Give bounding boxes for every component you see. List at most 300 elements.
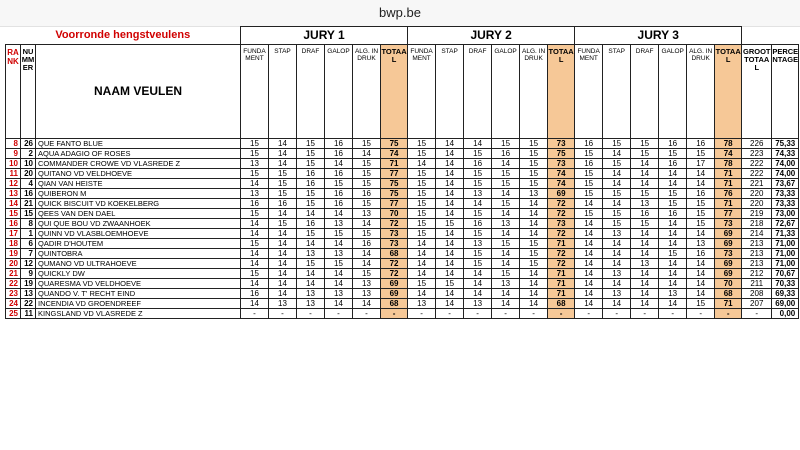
j3-score-cell: 14 <box>659 279 687 289</box>
j1-score-cell: 14 <box>241 249 269 259</box>
j3-totaal-cell: 69 <box>715 229 742 239</box>
jury-2-galop-header: GALOP <box>492 45 520 139</box>
percentage-cell: 70,33 <box>772 279 799 289</box>
groot-totaal-cell: 221 <box>742 179 772 189</box>
rank-cell: 10 <box>6 159 21 169</box>
j3-score-cell: 13 <box>603 229 631 239</box>
percentage-cell: 74,33 <box>772 149 799 159</box>
j3-score-cell: 14 <box>575 239 603 249</box>
j3-score-cell: 14 <box>603 299 631 309</box>
j2-score-cell: 14 <box>492 299 520 309</box>
j1-score-cell: 15 <box>269 219 297 229</box>
j1-score-cell: 16 <box>325 149 353 159</box>
j3-score-cell: 15 <box>603 219 631 229</box>
j2-score-cell: 15 <box>520 259 548 269</box>
j2-score-cell: 14 <box>520 199 548 209</box>
j3-score-cell: 14 <box>687 269 715 279</box>
percentage-cell: 70,67 <box>772 269 799 279</box>
nummer-cell: 9 <box>21 269 36 279</box>
percentage-cell: 71,00 <box>772 239 799 249</box>
rank-cell: 12 <box>6 179 21 189</box>
j3-score-cell: 14 <box>631 229 659 239</box>
jury-1-stap-header: STAP <box>269 45 297 139</box>
j2-score-cell: 13 <box>492 219 520 229</box>
jury-3-stap-header: STAP <box>603 45 631 139</box>
page-title: Voorronde hengstveulens <box>55 28 191 41</box>
j3-score-cell: 14 <box>575 259 603 269</box>
j2-score-cell: 13 <box>520 189 548 199</box>
j3-score-cell: 14 <box>631 249 659 259</box>
j2-score-cell: 14 <box>436 249 464 259</box>
j2-totaal-cell: 71 <box>548 269 575 279</box>
j2-totaal-cell: 72 <box>548 249 575 259</box>
jury-2-totaal-header: TOTAAL <box>548 45 575 139</box>
percentage-cell: 73,33 <box>772 189 799 199</box>
percentage-cell: 0,00 <box>772 309 799 319</box>
groot-totaal-cell: 218 <box>742 219 772 229</box>
j2-score-cell: 15 <box>464 249 492 259</box>
groot-totaal-cell: 219 <box>742 209 772 219</box>
j2-score-cell: 15 <box>520 239 548 249</box>
table-row <box>6 189 799 199</box>
j3-score-cell: - <box>575 309 603 319</box>
j2-score-cell: 14 <box>492 229 520 239</box>
rank-header: RANK <box>6 45 21 139</box>
table-row <box>6 229 799 239</box>
naam-cell: QUMANO VD ULTRAHOEVE <box>36 259 241 269</box>
percentage-cell: 71,00 <box>772 259 799 269</box>
j2-score-cell: 14 <box>436 159 464 169</box>
j1-score-cell: 14 <box>241 179 269 189</box>
j2-score-cell: 15 <box>408 279 436 289</box>
j3-score-cell: 14 <box>659 169 687 179</box>
j1-score-cell: 15 <box>269 179 297 189</box>
j3-score-cell: 15 <box>631 149 659 159</box>
j1-score-cell: 14 <box>325 269 353 279</box>
j3-score-cell: 14 <box>687 179 715 189</box>
j3-score-cell: 14 <box>687 259 715 269</box>
j1-score-cell: 13 <box>325 249 353 259</box>
j3-totaal-cell: 68 <box>715 289 742 299</box>
rank-cell: 14 <box>6 199 21 209</box>
groot-totaal-cell: 220 <box>742 199 772 209</box>
j2-score-cell: 15 <box>464 209 492 219</box>
j2-score-cell: 16 <box>464 159 492 169</box>
j3-score-cell: 14 <box>687 229 715 239</box>
j2-score-cell: 15 <box>436 219 464 229</box>
naam-cell: COMMANDER CROWE VD VLASREDE Z <box>36 159 241 169</box>
j3-score-cell: 15 <box>603 189 631 199</box>
j3-score-cell: 15 <box>659 149 687 159</box>
j1-totaal-cell: 72 <box>381 259 408 269</box>
j3-totaal-cell: 73 <box>715 249 742 259</box>
j3-score-cell: 14 <box>631 159 659 169</box>
j3-score-cell: 15 <box>687 209 715 219</box>
j1-score-cell: 13 <box>241 189 269 199</box>
nummer-cell: 10 <box>21 159 36 169</box>
naam-cell: QUICKLY DW <box>36 269 241 279</box>
j2-score-cell: 15 <box>520 149 548 159</box>
j2-totaal-cell: 74 <box>548 179 575 189</box>
j1-totaal-cell: 68 <box>381 249 408 259</box>
j1-score-cell: 14 <box>269 279 297 289</box>
j3-totaal-cell: 78 <box>715 139 742 149</box>
j1-score-cell: 13 <box>241 159 269 169</box>
nummer-cell: 22 <box>21 299 36 309</box>
j2-score-cell: 14 <box>436 209 464 219</box>
j1-score-cell: 15 <box>353 169 381 179</box>
j3-score-cell: 14 <box>659 239 687 249</box>
j1-score-cell: - <box>325 309 353 319</box>
rank-cell: 20 <box>6 259 21 269</box>
j2-score-cell: 15 <box>464 259 492 269</box>
j1-score-cell: 15 <box>353 229 381 239</box>
j2-totaal-cell: 73 <box>548 139 575 149</box>
percentage-header: PERCENTAGE <box>772 45 799 139</box>
groot-totaal-cell: 207 <box>742 299 772 309</box>
j3-score-cell: 15 <box>687 149 715 159</box>
j3-score-cell: 16 <box>659 139 687 149</box>
rank-cell: 13 <box>6 189 21 199</box>
j1-score-cell: 15 <box>325 229 353 239</box>
groot-totaal-cell: 223 <box>742 149 772 159</box>
j1-score-cell: 15 <box>325 179 353 189</box>
j1-score-cell: 15 <box>353 139 381 149</box>
nummer-cell: 20 <box>21 169 36 179</box>
j2-score-cell: 15 <box>520 179 548 189</box>
j2-score-cell: 14 <box>436 299 464 309</box>
j3-totaal-cell: 78 <box>715 159 742 169</box>
nummer-cell: 15 <box>21 209 36 219</box>
j1-score-cell: 15 <box>297 149 325 159</box>
j1-score-cell: 14 <box>269 259 297 269</box>
nummer-cell: 4 <box>21 179 36 189</box>
j2-score-cell: 14 <box>492 259 520 269</box>
j1-score-cell: 14 <box>241 259 269 269</box>
rank-cell: 15 <box>6 209 21 219</box>
groot-totaal-cell: 212 <box>742 269 772 279</box>
j1-score-cell: 14 <box>241 219 269 229</box>
table-row <box>6 239 799 249</box>
j3-score-cell: 13 <box>659 289 687 299</box>
j3-score-cell: - <box>631 309 659 319</box>
j2-score-cell: 15 <box>464 229 492 239</box>
nummer-cell: 1 <box>21 229 36 239</box>
j1-score-cell: 15 <box>241 209 269 219</box>
j2-score-cell: 15 <box>408 219 436 229</box>
j3-totaal-cell: 74 <box>715 149 742 159</box>
j1-score-cell: 16 <box>241 289 269 299</box>
naam-cell: QUANDO V. T' RECHT EIND <box>36 289 241 299</box>
percentage-cell: 71,33 <box>772 229 799 239</box>
j1-score-cell: 16 <box>353 189 381 199</box>
j3-score-cell: 14 <box>631 299 659 309</box>
jury-1-fundament-header: FUNDAMENT <box>241 45 269 139</box>
j1-score-cell: 15 <box>297 229 325 239</box>
j2-totaal-cell: 75 <box>548 149 575 159</box>
j2-score-cell: 14 <box>408 159 436 169</box>
j2-score-cell: 15 <box>408 169 436 179</box>
j1-totaal-cell: 77 <box>381 169 408 179</box>
j3-score-cell: 15 <box>603 139 631 149</box>
jury-1-draf-header: DRAF <box>297 45 325 139</box>
j3-score-cell: 15 <box>631 219 659 229</box>
j3-score-cell: 15 <box>631 139 659 149</box>
j2-totaal-cell: - <box>548 309 575 319</box>
j3-score-cell: 14 <box>659 269 687 279</box>
j2-totaal-cell: 72 <box>548 199 575 209</box>
j1-score-cell: 14 <box>325 279 353 289</box>
j1-score-cell: 14 <box>269 239 297 249</box>
j2-score-cell: 14 <box>492 189 520 199</box>
jury-3-header: JURY 3 <box>575 27 742 45</box>
j1-score-cell: 14 <box>241 279 269 289</box>
j2-score-cell: 14 <box>492 249 520 259</box>
j3-totaal-cell: 71 <box>715 179 742 189</box>
nummer-cell: 16 <box>21 189 36 199</box>
j1-score-cell: 14 <box>325 239 353 249</box>
rank-cell: 25 <box>6 309 21 319</box>
j1-score-cell: 15 <box>353 269 381 279</box>
j2-totaal-cell: 71 <box>548 289 575 299</box>
groot-totaal-cell: 222 <box>742 159 772 169</box>
j2-score-cell: 15 <box>408 149 436 159</box>
j1-score-cell: 14 <box>353 299 381 309</box>
j3-score-cell: 14 <box>659 179 687 189</box>
groot-totaal-cell: 213 <box>742 239 772 249</box>
j3-score-cell: 14 <box>631 179 659 189</box>
j1-totaal-cell: 69 <box>381 279 408 289</box>
j2-score-cell: 15 <box>520 139 548 149</box>
j2-score-cell: 14 <box>436 179 464 189</box>
j1-score-cell: 15 <box>241 149 269 159</box>
table-row <box>6 169 799 179</box>
j3-score-cell: 15 <box>659 189 687 199</box>
rank-cell: 24 <box>6 299 21 309</box>
rank-cell: 11 <box>6 169 21 179</box>
j2-score-cell: 14 <box>492 209 520 219</box>
j3-score-cell: - <box>603 309 631 319</box>
j2-totaal-cell: 73 <box>548 159 575 169</box>
j3-score-cell: 14 <box>631 279 659 289</box>
j3-score-cell: 16 <box>659 209 687 219</box>
naam-cell: QUIBERON M <box>36 189 241 199</box>
j3-score-cell: 15 <box>687 199 715 209</box>
naam-cell: QADIR D'HOUTEM <box>36 239 241 249</box>
j2-score-cell: 14 <box>408 239 436 249</box>
j1-score-cell: 14 <box>269 289 297 299</box>
rank-cell: 16 <box>6 219 21 229</box>
j3-score-cell: 15 <box>575 169 603 179</box>
j1-score-cell: 14 <box>353 259 381 269</box>
j2-score-cell: 15 <box>492 139 520 149</box>
rank-cell: 19 <box>6 249 21 259</box>
j3-totaal-cell: - <box>715 309 742 319</box>
j3-score-cell: 15 <box>575 189 603 199</box>
j2-score-cell: 15 <box>408 229 436 239</box>
table-row <box>6 209 799 219</box>
jury-1-galop-header: GALOP <box>325 45 353 139</box>
groot-totaal-cell: 226 <box>742 139 772 149</box>
j3-score-cell: 14 <box>603 259 631 269</box>
j3-score-cell: 16 <box>687 189 715 199</box>
groot-totaal-cell: 222 <box>742 169 772 179</box>
jury-3-galop-header: GALOP <box>659 45 687 139</box>
nummer-header: NUMMER <box>21 45 36 139</box>
table-row <box>6 179 799 189</box>
j1-totaal-cell: 69 <box>381 289 408 299</box>
j1-score-cell: 15 <box>297 189 325 199</box>
j1-score-cell: 16 <box>325 199 353 209</box>
j3-score-cell: 15 <box>603 159 631 169</box>
j2-score-cell: 14 <box>520 279 548 289</box>
groot-totaal-cell: 211 <box>742 279 772 289</box>
j3-score-cell: 14 <box>659 219 687 229</box>
j3-score-cell: 14 <box>603 279 631 289</box>
j3-score-cell: 14 <box>575 289 603 299</box>
j1-score-cell: 15 <box>353 159 381 169</box>
j3-score-cell: 17 <box>687 159 715 169</box>
j3-score-cell: 15 <box>575 179 603 189</box>
j1-score-cell: 13 <box>269 299 297 309</box>
percentage-cell: 72,67 <box>772 219 799 229</box>
j3-score-cell: 16 <box>659 159 687 169</box>
j2-score-cell: 15 <box>408 199 436 209</box>
j3-score-cell: 15 <box>631 189 659 199</box>
j2-score-cell: 13 <box>408 299 436 309</box>
j1-totaal-cell: 73 <box>381 239 408 249</box>
table-row <box>6 139 799 149</box>
percentage-cell: 74,00 <box>772 159 799 169</box>
j2-score-cell: 14 <box>464 199 492 209</box>
j3-totaal-cell: 69 <box>715 239 742 249</box>
j1-score-cell: 16 <box>241 199 269 209</box>
table-row <box>6 269 799 279</box>
j2-score-cell: 14 <box>408 269 436 279</box>
rank-cell: 21 <box>6 269 21 279</box>
table-row <box>6 149 799 159</box>
j1-totaal-cell: 75 <box>381 179 408 189</box>
j2-score-cell: 15 <box>492 179 520 189</box>
rank-cell: 23 <box>6 289 21 299</box>
j1-totaal-cell: 73 <box>381 229 408 239</box>
naam-cell: INCENDIA VD GROENDREEF <box>36 299 241 309</box>
j1-score-cell: 15 <box>353 179 381 189</box>
j1-score-cell: 15 <box>297 139 325 149</box>
j3-score-cell: 13 <box>631 259 659 269</box>
j3-score-cell: 16 <box>687 249 715 259</box>
table-row <box>6 299 799 309</box>
j1-score-cell: 16 <box>269 199 297 209</box>
table-row <box>6 259 799 269</box>
j2-score-cell: 13 <box>492 279 520 289</box>
jury-3-totaal-header: TOTAAL <box>715 45 742 139</box>
j3-totaal-cell: 73 <box>715 219 742 229</box>
j3-score-cell: 14 <box>603 179 631 189</box>
j1-totaal-cell: 70 <box>381 209 408 219</box>
j1-score-cell: 14 <box>325 159 353 169</box>
j1-score-cell: 14 <box>269 229 297 239</box>
j1-score-cell: 16 <box>325 139 353 149</box>
j1-score-cell: 13 <box>297 289 325 299</box>
naam-cell: QUI QUE BOU VD ZWAANHOEK <box>36 219 241 229</box>
j3-totaal-cell: 71 <box>715 299 742 309</box>
j2-score-cell: - <box>520 309 548 319</box>
j2-score-cell: 15 <box>464 179 492 189</box>
j1-score-cell: 15 <box>297 259 325 269</box>
j2-score-cell: 15 <box>520 249 548 259</box>
j2-score-cell: 14 <box>520 209 548 219</box>
j1-score-cell: 13 <box>353 209 381 219</box>
j3-score-cell: 13 <box>687 239 715 249</box>
nummer-cell: 8 <box>21 219 36 229</box>
naam-cell: QUARESMA VD VELDHOEVE <box>36 279 241 289</box>
table-row <box>6 309 799 319</box>
j1-score-cell: 14 <box>297 269 325 279</box>
j3-score-cell: 14 <box>631 269 659 279</box>
j1-score-cell: - <box>241 309 269 319</box>
j2-score-cell: 15 <box>408 179 436 189</box>
table-row <box>6 289 799 299</box>
jury-3-alg-indruk-header: ALG. INDRUK <box>687 45 715 139</box>
j1-score-cell: 14 <box>269 159 297 169</box>
j1-totaal-cell: 68 <box>381 299 408 309</box>
j2-score-cell: 14 <box>436 259 464 269</box>
results-table <box>5 26 799 319</box>
j2-score-cell: 14 <box>520 229 548 239</box>
j1-score-cell: 13 <box>325 289 353 299</box>
percentage-cell: 74,00 <box>772 169 799 179</box>
j3-totaal-cell: 69 <box>715 259 742 269</box>
j3-score-cell: 16 <box>575 159 603 169</box>
j2-score-cell: 14 <box>436 229 464 239</box>
table-row <box>6 249 799 259</box>
j1-score-cell: 13 <box>297 249 325 259</box>
naam-cell: QIAN VAN HEISTE <box>36 179 241 189</box>
j2-score-cell: 14 <box>492 159 520 169</box>
table-row <box>6 159 799 169</box>
j1-score-cell: 16 <box>353 239 381 249</box>
nummer-cell: 7 <box>21 249 36 259</box>
j3-score-cell: - <box>659 309 687 319</box>
jury-2-alg-indruk-header: ALG. INDRUK <box>520 45 548 139</box>
j2-score-cell: 15 <box>436 279 464 289</box>
nummer-cell: 11 <box>21 309 36 319</box>
j1-score-cell: 14 <box>241 229 269 239</box>
j3-score-cell: 14 <box>659 299 687 309</box>
j1-score-cell: - <box>269 309 297 319</box>
naam-cell: QUINTOBRA <box>36 249 241 259</box>
j3-score-cell: 14 <box>575 199 603 209</box>
jury-2-fundament-header: FUNDAMENT <box>408 45 436 139</box>
j3-totaal-cell: 76 <box>715 189 742 199</box>
j2-score-cell: 14 <box>408 289 436 299</box>
j3-totaal-cell: 77 <box>715 209 742 219</box>
j3-score-cell: 14 <box>659 229 687 239</box>
percentage-cell: 73,00 <box>772 209 799 219</box>
nummer-cell: 2 <box>21 149 36 159</box>
j2-score-cell: 16 <box>464 219 492 229</box>
j1-totaal-cell: 72 <box>381 219 408 229</box>
j3-score-cell: 13 <box>631 199 659 209</box>
j2-score-cell: 15 <box>492 199 520 209</box>
nummer-cell: 21 <box>21 199 36 209</box>
j2-score-cell: 15 <box>492 239 520 249</box>
j2-score-cell: 15 <box>408 139 436 149</box>
j3-score-cell: 15 <box>659 249 687 259</box>
page-url[interactable]: bwp.be <box>379 5 421 20</box>
j3-score-cell: 14 <box>603 249 631 259</box>
